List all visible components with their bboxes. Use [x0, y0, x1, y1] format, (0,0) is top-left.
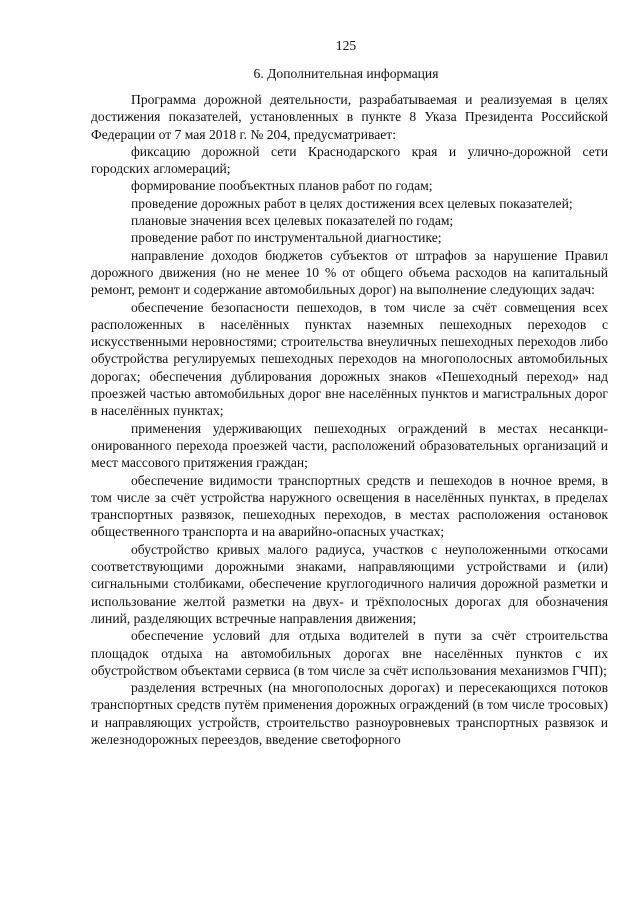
paragraph: обустройство кривых малого радиуса, участков с неуположенными откосами соответствующими дорожными знаками, направляющими устройствами и (или) сигнальными столбиками, обеспечение круглогодичного наличия дорожной разметки и использование желтой разметки на двух- и трёхполосных дорогах для обозначения линий, разделяющих встречные направления движения; — [91, 541, 608, 626]
section-title: 6. Дополнительная информация — [253, 66, 439, 81]
paragraph: обеспечение условий для отдыха водителей в пути за счёт строительства площадок отдыха на автомобильных дорогах вне населённых пунктов с их обустройством объектами сервиса (в том числе за счёт использования механизмов ГЧП); — [91, 628, 608, 678]
page-number: 125 — [335, 38, 357, 53]
paragraph: направление доходов бюджетов субъектов от штрафов за нарушение Правил дорожного движения (но не менее 10 % от общего объема расходов на капитальный ремонт, ремонт и содержание автомобильных дорог) на выполнение следующих задач: — [91, 247, 608, 298]
paragraph: обеспечение видимости транспортных средств и пешеходов в ночное время, в том числе за счёт устройства наружного освещения в населённых пунктах, в пределах транспортных развязок, пешеходных переходов, в местах расположения остановок общественного транспорта и на аварийно-опасных участках; — [91, 472, 608, 540]
paragraph: формирование пообъектных планов работ по годам; — [131, 178, 433, 194]
paragraph: разделения встречных (на многополосных дорогах) и пересекающихся потоков транспортных средств путём применения дорожных ограждений (в том числе тросовых) и направляющих устройств, строительство разноуровневых транспортных развязок и железнодорожных переездов, введение светофорного — [91, 680, 608, 747]
paragraph: Программа дорожной деятельности, разрабатываемая и реализуемая в целях достижения показателей, установленных в пункте 8 Указа Президента Российской Федерации от 7 мая 2018 г. № 204, предусматривает: — [91, 92, 608, 142]
paragraph: обеспечение безопасности пешеходов, в том числе за счёт совмещения всех расположенных в населённых пунктах наземных пешеходных переходов с искусственными неровностями; строительства внеуличных пешеходных переходов либо обустройства регулируемых пешеходных переходов на многополосных автомобильных дорогах; обеспечения дублирования дорожных знаков «Пешеходный переход» над проезжей частью автомобильных дорог вне населённых пунктов и магистральных дорог в населённых пунктах; — [91, 299, 608, 419]
paragraph: фиксацию дорожной сети Краснодарского края и улично-дорожной сети городских агломераций; — [91, 143, 608, 177]
paragraph: применения удерживающих пешеходных ограждений в местах несанкционированного перехода проезжей части, расположений образовательных организаций и мест массового притяжения граждан; — [91, 420, 608, 471]
paragraph: плановые значения всех целевых показателей по годам; — [131, 213, 454, 229]
paragraph: проведение работ по инструментальной диагностике; — [131, 230, 442, 246]
document-body — [91, 91, 608, 748]
paragraph: проведение дорожных работ в целях достижения всех целевых показателей; — [131, 195, 573, 211]
